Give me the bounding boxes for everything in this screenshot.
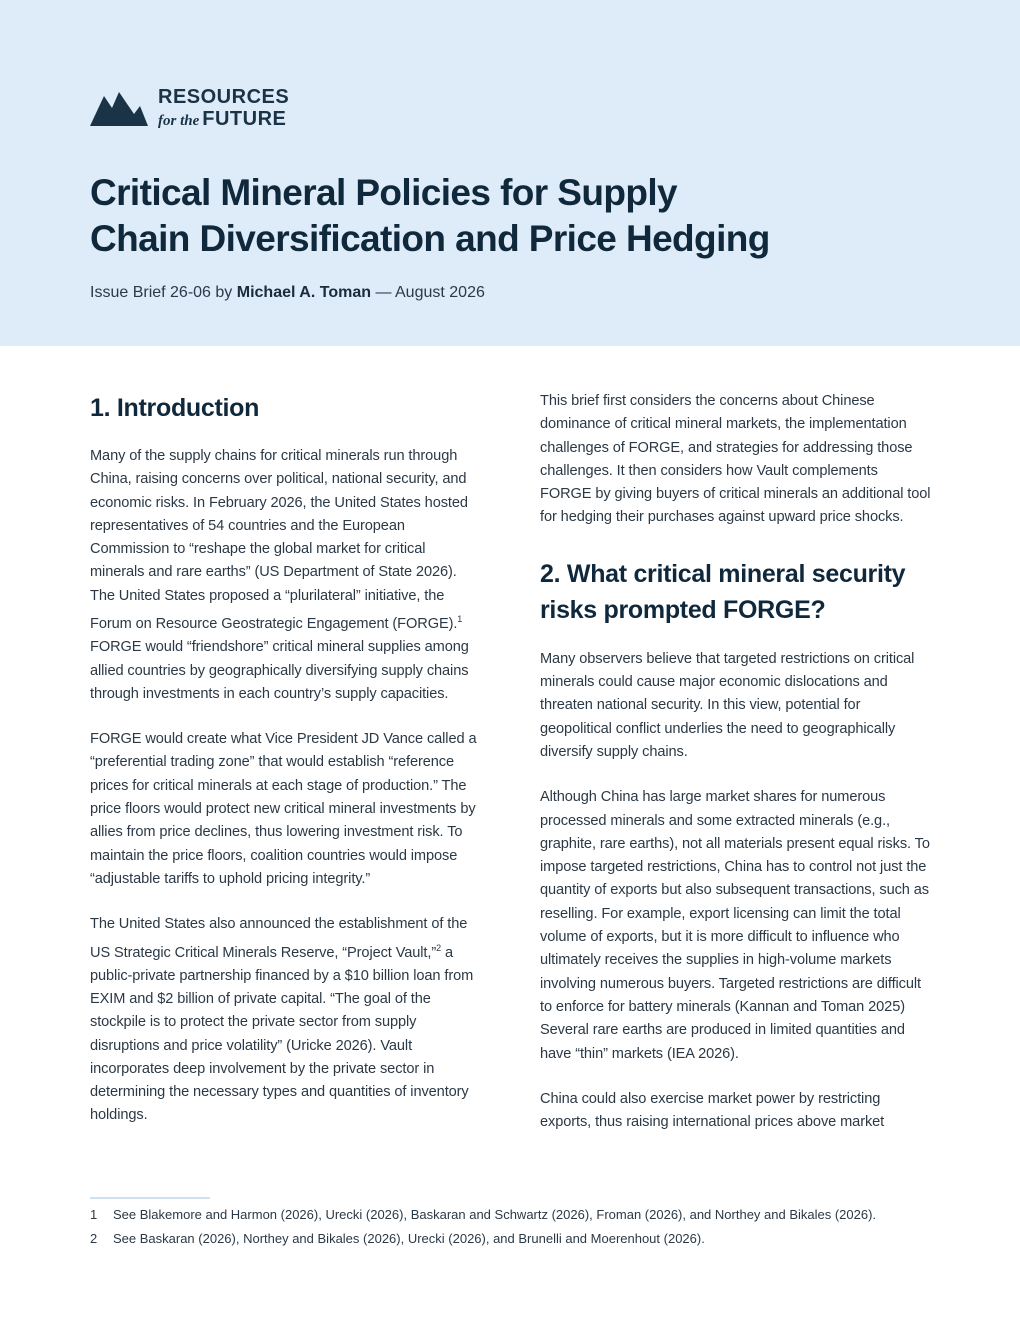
section-1-p1-text-cont: FORGE would “friendshore” critical mineral supplies among allied countries by geographically diversifying supply chains through investments in each country’s supply capacities. <box>90 639 469 702</box>
section-2-heading-line-1: 2. What critical mineral security <box>540 559 906 588</box>
section-1-p1-text: Many of the supply chains for critical minerals run through China, raising concerns over political, national security, and economic risks. In February 2026, the United States hosted representatives of 54 countries and the European Commission to “reshape the global market for critical minerals and rare earths” (US Department of State 2026). The United States proposed a “plurilateral” initiative, the Forum on Resource Geostrategic Engagement (FORGE). <box>90 448 468 632</box>
section-2-heading-line-2: risks prompted FORGE? <box>540 595 826 624</box>
footnote-text: See Blakemore and Harmon (2026), Urecki (2026), Baskaran and Schwartz (2026), Froman (2026), and Northey and Bikales (2026). <box>113 1207 877 1222</box>
section-2-paragraph-3: China could also exercise market power by restricting exports, thus raising international prices above market <box>540 1090 885 1131</box>
right-column <box>540 390 932 1134</box>
section-1-paragraph-3 <box>90 913 482 1128</box>
footnote-divider <box>90 1197 210 1199</box>
section-1-heading: 1. Introduction <box>90 394 260 422</box>
footnote-number: 1 <box>90 1207 98 1222</box>
section-1-paragraph-2: FORGE would create what Vice President JD Vance called a “preferential trading zone” that would establish “reference prices for critical minerals at each stage of production.” The price floors would protect new critical mineral investments by allies from price declines, thus lowering investment risk. To maintain the price floors, coalition countries would impose “adjustable tariffs to uphold pricing integrity.” <box>90 731 477 887</box>
footnote-number: 2 <box>90 1231 98 1246</box>
footnote-text: See Baskaran (2026), Northey and Bikales (2026), Urecki (2026), and Brunelli and Moerenhout (2026). <box>113 1231 705 1246</box>
byline-prefix: Issue Brief 26-06 by <box>90 284 237 301</box>
footnotes <box>90 1205 930 1253</box>
mountain-logo-icon <box>90 88 148 126</box>
brand-name-line2 <box>158 108 286 131</box>
left-column <box>90 390 482 1128</box>
brand-name-small: for the <box>158 113 200 129</box>
brand-name-line1: RESOURCES <box>158 86 290 108</box>
byline-suffix: — August 2026 <box>371 284 485 301</box>
brand-logo[interactable] <box>90 86 310 136</box>
footnote-item <box>90 1205 930 1225</box>
section-2-heading <box>540 556 932 628</box>
byline <box>90 284 485 302</box>
section-2-paragraph-1: Many observers believe that targeted restrictions on critical minerals could cause major economic dislocations and threaten national security. In this view, potential for geopolitical conflict underlies the need to geographically diversify supply chains. <box>540 650 915 760</box>
footnote-item <box>90 1229 930 1249</box>
byline-author[interactable]: Michael A. Toman <box>236 284 371 301</box>
page-title <box>90 170 950 262</box>
footnote-ref-2[interactable]: 2 <box>436 942 442 953</box>
footnote-ref-1[interactable]: 1 <box>457 614 463 625</box>
title-line-1: Critical Mineral Policies for Supply <box>90 172 678 213</box>
section-2-paragraph-2: Although China has large market shares for numerous processed minerals and some extracted minerals (e.g., graphite, rare earths), not all materials present equal risks. To impose targeted restrictions, China has to control not just the quantity of exports but also subsequent transactions, such as reselling. For example, export licensing can limit the total volume of exports, but it is more difficult to influence who ultimately receives the supplies in high-volume markets involving numerous buyers. Targeted restrictions are difficult to enforce for battery minerals (Kannan and Toman 2025) Several rare earths are produced in limited quantities and have “thin” markets (IEA 2026). <box>540 789 930 1062</box>
title-line-2: Chain Diversification and Price Hedging <box>90 218 770 259</box>
section-1-p3-text: The United States also announced the establishment of the US Strategic Critical Minerals Reserve, “Project Vault,” <box>90 916 468 961</box>
intro-continuation-paragraph: This brief first considers the concerns about Chinese dominance of critical mineral markets, the implementation challenges of FORGE, and strategies for addressing those challenges. It then considers how Vault complements FORGE by giving buyers of critical minerals an additional tool for hedging their purchases against upward price shocks. <box>540 393 931 526</box>
section-1-paragraph-1 <box>90 445 482 706</box>
section-1-p3-text-cont: a public-private partnership financed by a $10 billion loan from EXIM and $2 billion of private capital. “The goal of the stockpile is to protect the private sector from supply disruptions and price volatility” (Uricke 2026). Vault incorporates deep involvement by the private sector in determining the necessary types and quantities of inventory holdings. <box>90 944 474 1124</box>
brand-name-future: FUTURE <box>202 108 287 130</box>
